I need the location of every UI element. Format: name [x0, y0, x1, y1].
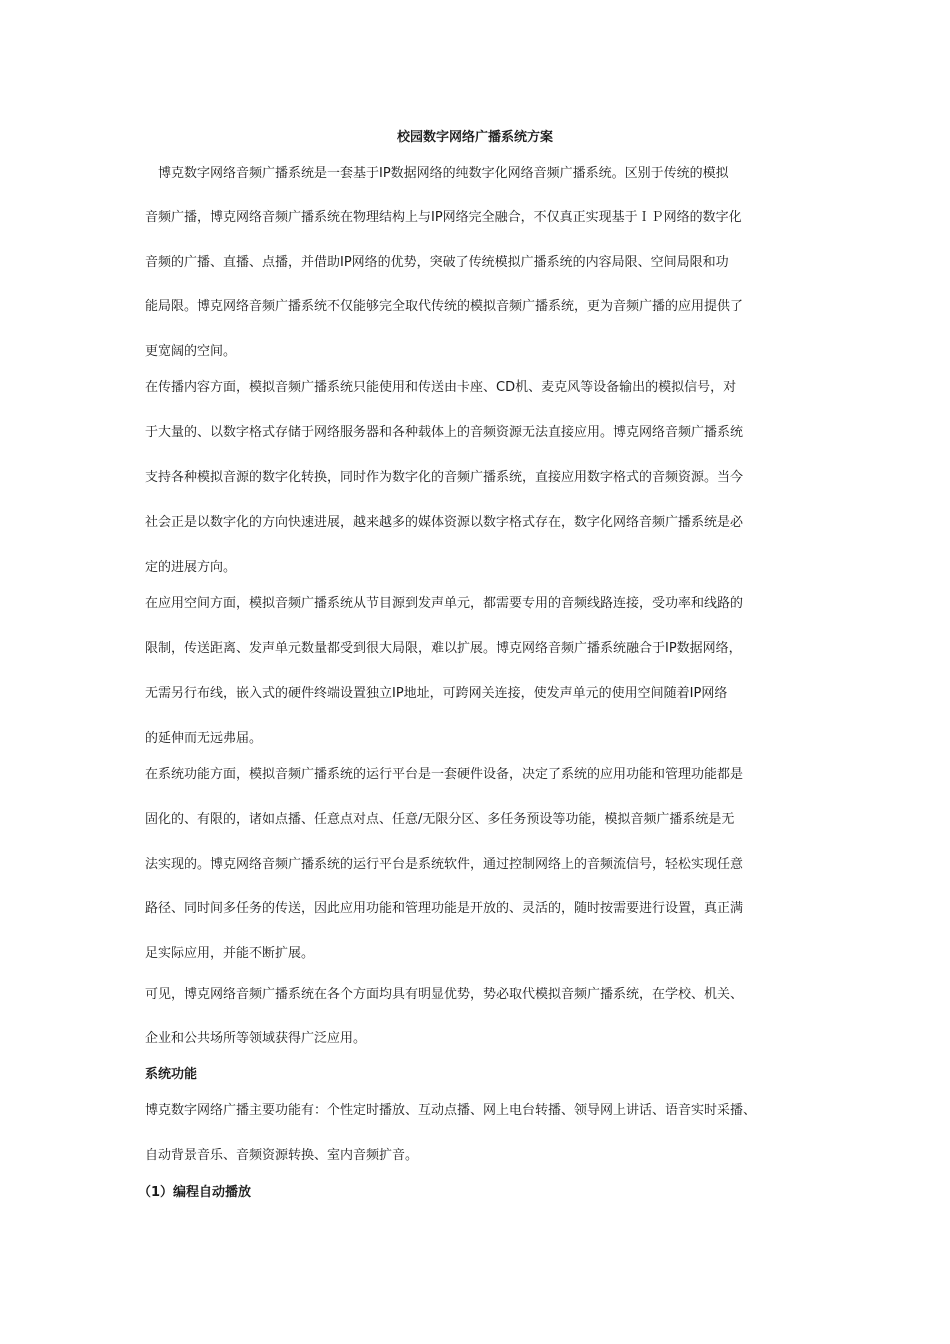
- paragraph-1-line-2: 音频广播，博克网络音频广播系统在物理结构上与IP网络完全融合，不仅真正实现基于ＩＰ网络的数字化: [145, 210, 742, 225]
- paragraph-3-line-1: 在应用空间方面，模拟音频广播系统从节目源到发声单元，都需要专用的音频线路连接，受功率和线路的: [145, 596, 744, 611]
- subheading: （1）编程自动播放: [138, 1185, 252, 1200]
- paragraph-2-line-2: 于大量的、以数字格式存储于网络服务器和各种载体上的音频资源无法直接应用。博克网络音频广播系统: [145, 425, 744, 440]
- paragraph-1-line-5: 更宽阔的空间。: [145, 344, 237, 359]
- paragraph-4-line-5: 足实际应用，并能不断扩展。: [145, 946, 315, 961]
- paragraph-4-line-4: 路径、同时间多任务的传送，因此应用功能和管理功能是开放的、灵活的，随时按需要进行设置，真正满: [145, 901, 744, 916]
- paragraph-3-line-4: 的延伸而无远弗届。: [145, 731, 263, 746]
- section-heading: 系统功能: [145, 1067, 198, 1082]
- paragraph-4-line-1: 在系统功能方面，模拟音频广播系统的运行平台是一套硬件设备，决定了系统的应用功能和管理功能都是: [145, 767, 744, 782]
- paragraph-2-line-3: 支持各种模拟音源的数字化转换，同时作为数字化的音频广播系统，直接应用数字格式的音频资源。当今: [145, 470, 744, 485]
- section-line-1: 博克数字网络广播主要功能有：个性定时播放、互动点播、网上电台转播、领导网上讲话、语音实时采播、: [145, 1103, 757, 1118]
- paragraph-3-line-2: 限制，传送距离、发声单元数量都受到很大局限，难以扩展。博克网络音频广播系统融合于IP数据网络，: [145, 641, 742, 656]
- paragraph-3-line-3: 无需另行布线，嵌入式的硬件终端设置独立IP地址，可跨网关连接，使发声单元的使用空间随着IP网络: [145, 686, 728, 701]
- paragraph-2-line-5: 定的进展方向。: [145, 560, 237, 575]
- paragraph-1-line-1: 博克数字网络音频广播系统是一套基于IP数据网络的纯数字化网络音频广播系统。区别于传统的模拟: [158, 166, 729, 181]
- paragraph-5-line-2: 企业和公共场所等领域获得广泛应用。: [145, 1031, 367, 1046]
- paragraph-5-line-1: 可见，博克网络音频广播系统在各个方面均具有明显优势，势必取代模拟音频广播系统，在学校、机关、: [145, 987, 744, 1002]
- paragraph-1-line-4: 能局限。博克网络音频广播系统不仅能够完全取代传统的模拟音频广播系统，更为音频广播的应用提供了: [145, 299, 744, 314]
- paragraph-2-line-4: 社会正是以数字化的方向快速进展，越来越多的媒体资源以数字格式存在，数字化网络音频广播系统是必: [145, 515, 744, 530]
- section-line-2: 自动背景音乐、音频资源转换、室内音频扩音。: [145, 1148, 419, 1163]
- paragraph-1-line-3: 音频的广播、直播、点播，并借助IP网络的优势，突破了传统模拟广播系统的内容局限、空间局限和功: [145, 255, 729, 270]
- paragraph-2-line-1: 在传播内容方面，模拟音频广播系统只能使用和传送由卡座、CD机、麦克风等设备输出的模拟信号，对: [145, 380, 737, 395]
- document-title: 校园数字网络广播系统方案: [396, 130, 553, 145]
- paragraph-4-line-2: 固化的、有限的，诸如点播、任意点对点、任意/无限分区、多任务预设等功能，模拟音频广播系统是无: [145, 812, 735, 827]
- paragraph-4-line-3: 法实现的。博克网络音频广播系统的运行平台是系统软件，通过控制网络上的音频流信号，轻松实现任意: [145, 857, 744, 872]
